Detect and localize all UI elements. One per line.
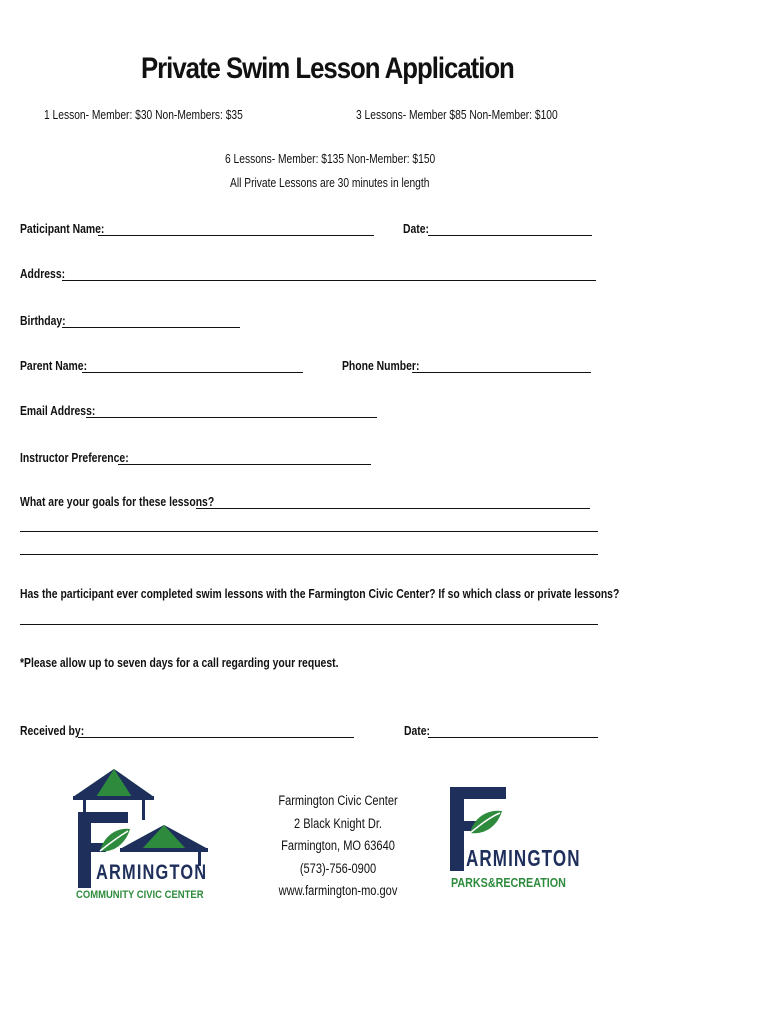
parent-name-field[interactable] — [82, 372, 303, 373]
date-field[interactable] — [428, 235, 592, 236]
received-by-label: Received by: — [20, 723, 85, 738]
address-block — [238, 790, 438, 903]
street-address: 2 Black Knight Dr. — [294, 815, 382, 831]
goals-label: What are your goals for these lessons? — [20, 494, 215, 509]
date2-field[interactable] — [428, 737, 598, 738]
left-logo-wordmark: ARMINGTON — [96, 861, 208, 884]
instructor-preference-field[interactable] — [118, 464, 371, 465]
phone-number: (573)-756-0900 — [299, 860, 377, 876]
price-six-lessons: 6 Lessons- Member: $135 Non-Member: $150 — [225, 152, 436, 166]
right-logo-tagline: PARKS&RECREATION — [451, 876, 566, 890]
phone-number-label: Phone Number: — [342, 358, 420, 373]
swim-history-label: Has the participant ever completed swim lessons with the Farmington Civic Center? If so which class or private lessons? — [20, 586, 620, 601]
page-title: Private Swim Lesson Application — [141, 52, 514, 85]
date2-label: Date: — [404, 723, 431, 738]
email-field[interactable] — [86, 417, 377, 418]
left-logo-tagline: COMMUNITY CIVIC CENTER — [76, 889, 204, 901]
parks-recreation-logo — [448, 785, 598, 895]
swim-history-field[interactable] — [20, 624, 598, 625]
parent-name-label: Parent Name: — [20, 358, 88, 373]
city-state-zip: Farmington, MO 63640 — [281, 838, 395, 853]
address-label: Address: — [20, 266, 66, 281]
email-label: Email Address: — [20, 403, 96, 418]
participant-name-field[interactable] — [98, 235, 374, 236]
lesson-length-note: All Private Lessons are 30 minutes in length — [230, 176, 430, 190]
instructor-preference-label: Instructor Preference: — [20, 450, 129, 465]
org-name: Farmington Civic Center — [278, 793, 398, 808]
phone-number-field[interactable] — [412, 372, 591, 373]
address-field[interactable] — [62, 280, 596, 281]
date-label: Date: — [403, 221, 430, 236]
community-civic-center-logo — [70, 765, 216, 905]
birthday-field[interactable] — [62, 327, 240, 328]
birthday-label: Birthday: — [20, 313, 66, 328]
received-by-field[interactable] — [78, 737, 354, 738]
website-link[interactable]: www.farmington-mo.gov — [278, 883, 398, 898]
callback-notice: *Please allow up to seven days for a call regarding your request. — [20, 655, 339, 670]
participant-name-label: Paticipant Name: — [20, 221, 105, 236]
goals-field-line-1[interactable] — [196, 508, 590, 509]
price-one-lesson: 1 Lesson- Member: $30 Non-Members: $35 — [44, 108, 243, 122]
goals-field-line-3[interactable] — [20, 554, 598, 555]
right-logo-wordmark: ARMINGTON — [466, 845, 581, 871]
price-three-lessons: 3 Lessons- Member $85 Non-Member: $100 — [356, 108, 558, 122]
goals-field-line-2[interactable] — [20, 531, 598, 532]
